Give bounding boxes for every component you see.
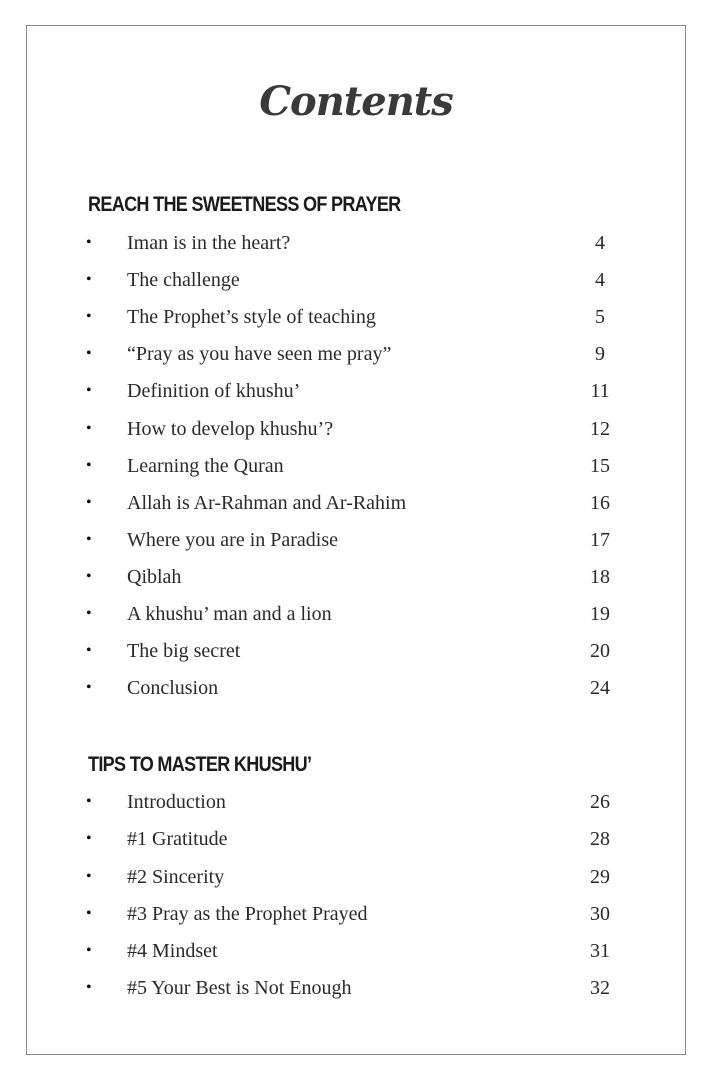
bullet: • — [86, 868, 92, 885]
toc-entry-page: 5 — [595, 306, 605, 328]
bullet: • — [86, 979, 92, 996]
toc-entry[interactable] — [0, 376, 712, 406]
toc-entry-title: #3 Pray as the Prophet Prayed — [127, 903, 368, 925]
bullet: • — [86, 905, 92, 922]
bullet: • — [86, 345, 92, 362]
toc-entry-page: 18 — [590, 566, 610, 588]
bullet: • — [86, 679, 92, 696]
toc-entry[interactable] — [0, 414, 712, 444]
toc-entry-title: Allah is Ar-Rahman and Ar-Rahim — [127, 492, 407, 514]
bullet: • — [86, 382, 92, 399]
toc-entry-title: A khushu’ man and a lion — [127, 603, 332, 625]
toc-entry-title: The Prophet’s style of teaching — [127, 306, 376, 328]
toc-entry[interactable] — [0, 599, 712, 629]
toc-entry-page: 24 — [590, 677, 610, 699]
toc-entry-title: “Pray as you have seen me pray” — [127, 343, 392, 365]
toc-entry[interactable] — [0, 451, 712, 481]
toc-entry-page: 9 — [595, 343, 605, 365]
section-heading-2: TIPS TO MASTER KHUSHU’ — [88, 753, 312, 776]
toc-entry[interactable] — [0, 673, 712, 703]
toc-entry-title: How to develop khushu’? — [127, 418, 334, 440]
toc-entry[interactable] — [0, 228, 712, 258]
toc-entry-title: #5 Your Best is Not Enough — [127, 977, 352, 999]
toc-entry-page: 32 — [590, 977, 610, 999]
toc-entry-page: 11 — [590, 380, 610, 402]
bullet: • — [86, 494, 92, 511]
toc-entry-title: Definition of khushu’ — [127, 380, 301, 402]
toc-entry-page: 19 — [590, 603, 610, 625]
toc-entry-page: 29 — [590, 866, 610, 888]
toc-entry[interactable] — [0, 265, 712, 295]
toc-entry[interactable] — [0, 862, 712, 892]
bullet: • — [86, 568, 92, 585]
toc-entry[interactable] — [0, 525, 712, 555]
toc-entry[interactable] — [0, 824, 712, 854]
toc-entry-title: Iman is in the heart? — [127, 232, 291, 254]
bullet: • — [86, 271, 92, 288]
toc-entry-page: 31 — [590, 940, 610, 962]
toc-entry-page: 20 — [590, 640, 610, 662]
bullet: • — [86, 234, 92, 251]
toc-entry-page: 15 — [590, 455, 610, 477]
bullet: • — [86, 531, 92, 548]
toc-entry-title: The big secret — [127, 640, 241, 662]
toc-entry-page: 30 — [590, 903, 610, 925]
toc-entry[interactable] — [0, 488, 712, 518]
toc-entry[interactable] — [0, 562, 712, 592]
toc-entry-page: 4 — [595, 232, 605, 254]
bullet: • — [86, 420, 92, 437]
toc-entry-page: 17 — [590, 529, 610, 551]
section-heading-1: REACH THE SWEETNESS OF PRAYER — [88, 193, 401, 216]
bullet: • — [86, 605, 92, 622]
bullet: • — [86, 642, 92, 659]
toc-entry-title: Where you are in Paradise — [127, 529, 339, 551]
toc-entry[interactable] — [0, 636, 712, 666]
toc-entry-title: Introduction — [127, 791, 226, 813]
toc-entry[interactable] — [0, 936, 712, 966]
toc-entry-page: 26 — [590, 791, 610, 813]
toc-entry-page: 28 — [590, 828, 610, 850]
toc-entry[interactable] — [0, 899, 712, 929]
toc-entry[interactable] — [0, 787, 712, 817]
bullet: • — [86, 830, 92, 847]
bullet: • — [86, 308, 92, 325]
toc-entry-title: #4 Mindset — [127, 940, 218, 962]
toc-entry-page: 12 — [590, 418, 610, 440]
toc-entry-title: Qiblah — [127, 566, 182, 588]
toc-entry[interactable] — [0, 339, 712, 369]
toc-entry-title: #1 Gratitude — [127, 828, 228, 850]
toc-entry-page: 4 — [595, 269, 605, 291]
page-title: Contents — [259, 78, 453, 125]
bullet: • — [86, 457, 92, 474]
toc-entry-title: #2 Sincerity — [127, 866, 225, 888]
toc-entry-title: Learning the Quran — [127, 455, 284, 477]
bullet: • — [86, 793, 92, 810]
toc-entry[interactable] — [0, 973, 712, 1003]
bullet: • — [86, 942, 92, 959]
toc-entry-page: 16 — [590, 492, 610, 514]
toc-entry[interactable] — [0, 302, 712, 332]
toc-entry-title: The challenge — [127, 269, 240, 291]
toc-entry-title: Conclusion — [127, 677, 219, 699]
